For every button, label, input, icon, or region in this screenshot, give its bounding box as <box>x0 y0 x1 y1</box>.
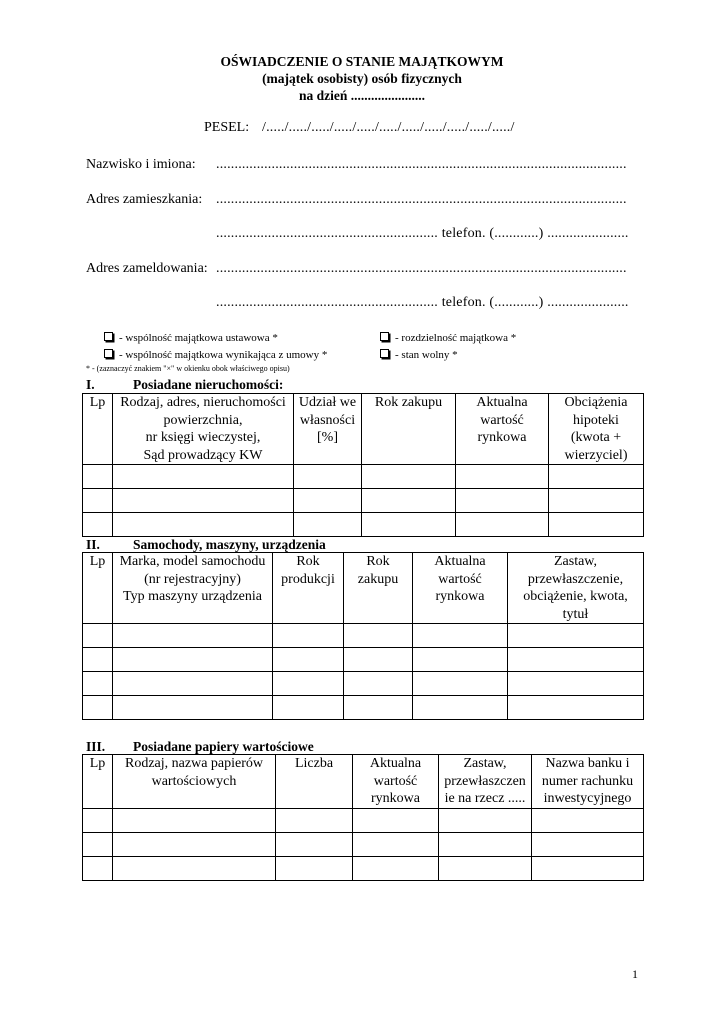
document-title: OŚWIADCZENIE O STANIE MAJĄTKOWYM <box>220 54 504 69</box>
header-market-value: Aktualna wartość rynkowa <box>353 755 439 809</box>
header-production-year: Rok produkcji <box>273 553 344 624</box>
table-cell[interactable] <box>362 465 456 489</box>
table-cell[interactable] <box>113 808 276 832</box>
table-cell[interactable] <box>344 648 413 672</box>
securities-table <box>82 754 644 881</box>
table-cell[interactable] <box>508 648 644 672</box>
table-cell[interactable] <box>439 808 532 832</box>
table-cell[interactable] <box>532 832 644 856</box>
checkbox-statutory[interactable] <box>104 332 278 344</box>
table-cell[interactable] <box>353 832 439 856</box>
table-cell[interactable] <box>83 648 113 672</box>
table-cell[interactable] <box>413 672 508 696</box>
section-1-title: Posiadane nieruchomości: <box>133 377 284 392</box>
table-cell[interactable] <box>532 808 644 832</box>
table-cell[interactable] <box>113 832 276 856</box>
header-purchase-year: Rok zakupu <box>362 394 456 465</box>
header-vehicle-make: Marka, model samochodu (nr rejestracyjny) Typ maszyny urządzenia <box>113 553 273 624</box>
table-cell[interactable] <box>276 808 353 832</box>
table-cell[interactable] <box>273 648 344 672</box>
table-row <box>83 672 644 696</box>
table-cell[interactable] <box>273 696 344 720</box>
checkbox-separate[interactable] <box>380 332 516 344</box>
registered-phone-field[interactable]: ............................................................ telefon. (............) ...................... <box>216 295 629 310</box>
header-security-type: Rodzaj, nazwa papierów wartościowych <box>113 755 276 809</box>
table-cell[interactable] <box>113 648 273 672</box>
checkbox-contractual-label: - wspólność majątkowa wynikająca z umowy * <box>119 349 328 361</box>
checkbox-separate-label: - rozdzielność majątkowa * <box>395 332 517 344</box>
table-cell[interactable] <box>83 465 113 489</box>
table-cell[interactable] <box>532 856 644 880</box>
name-field[interactable]: ............................................................................................................... <box>216 157 627 172</box>
table-row <box>83 624 644 648</box>
header-lp: Lp <box>83 755 113 809</box>
table-cell[interactable] <box>294 489 362 513</box>
table-row <box>83 808 644 832</box>
section-2-title: Samochody, maszyny, urządzenia <box>133 537 326 552</box>
table-cell[interactable] <box>83 513 113 537</box>
table-cell[interactable] <box>83 832 113 856</box>
table-cell[interactable] <box>439 856 532 880</box>
table-cell[interactable] <box>549 513 644 537</box>
header-lien: Zastaw, przewłaszczenie, obciążenie, kwota, tytuł <box>508 553 644 624</box>
table-cell[interactable] <box>83 489 113 513</box>
pesel-label: PESEL: <box>204 120 250 135</box>
header-purchase-year: Rok zakupu <box>344 553 413 624</box>
header-mortgage: Obciążenia hipoteki (kwota + wierzyciel) <box>549 394 644 465</box>
vehicles-table <box>82 552 644 720</box>
table-cell[interactable] <box>113 672 273 696</box>
checkbox-single-label: - stan wolny * <box>395 349 458 361</box>
table-cell[interactable] <box>353 856 439 880</box>
checkbox-icon[interactable] <box>104 332 113 341</box>
header-lp: Lp <box>83 394 113 465</box>
header-property-type: Rodzaj, adres, nieruchomości powierzchnia, nr księgi wieczystej, Sąd prowadzący KW <box>113 394 294 465</box>
header-market-value: Aktualna wartość rynkowa <box>413 553 508 624</box>
table-cell[interactable] <box>456 513 549 537</box>
header-bank-account: Nazwa banku i numer rachunku inwestycyjnego <box>532 755 644 809</box>
table-row <box>83 513 644 537</box>
table-cell[interactable] <box>294 513 362 537</box>
table-cell[interactable] <box>413 648 508 672</box>
table-cell[interactable] <box>113 513 294 537</box>
table-row <box>83 832 644 856</box>
table-cell[interactable] <box>276 832 353 856</box>
header-lp: Lp <box>83 553 113 624</box>
section-3-numeral: III. <box>86 739 106 754</box>
table-cell[interactable] <box>456 465 549 489</box>
table-header-row <box>83 553 644 624</box>
table-cell[interactable] <box>273 672 344 696</box>
table-cell[interactable] <box>113 489 294 513</box>
registered-address-field[interactable]: ............................................................................................................... <box>216 261 627 276</box>
table-cell[interactable] <box>113 856 276 880</box>
table-cell[interactable] <box>83 624 113 648</box>
section-1-heading <box>86 377 283 393</box>
section-3-heading <box>86 739 314 755</box>
table-row <box>83 465 644 489</box>
checkbox-statutory-label: - wspólność majątkowa ustawowa * <box>119 332 278 344</box>
address-label: Adres zamieszkania: <box>86 192 203 207</box>
section-3-title: Posiadane papiery wartościowe <box>133 739 314 754</box>
header-market-value: Aktualna wartość rynkowa <box>456 394 549 465</box>
address-phone-field[interactable]: ............................................................ telefon. (............) ...................... <box>216 226 629 241</box>
table-cell[interactable] <box>273 624 344 648</box>
table-cell[interactable] <box>276 856 353 880</box>
page-number: 1 <box>632 967 638 981</box>
table-cell[interactable] <box>508 624 644 648</box>
table-cell[interactable] <box>83 856 113 880</box>
name-label: Nazwisko i imiona: <box>86 157 196 172</box>
checkbox-note: * - (zaznaczyć znakiem "×" w okienku obok właściwego opisu) <box>86 364 290 373</box>
table-row <box>83 648 644 672</box>
checkbox-single[interactable] <box>380 349 458 361</box>
table-cell[interactable] <box>83 808 113 832</box>
table-header-row <box>83 394 644 465</box>
checkbox-icon[interactable] <box>380 349 389 358</box>
checkbox-icon[interactable] <box>104 349 113 358</box>
table-cell[interactable] <box>113 696 273 720</box>
header-pledge: Zastaw, przewłaszczen ie na rzecz ..... <box>439 755 532 809</box>
table-row <box>83 489 644 513</box>
table-cell[interactable] <box>344 696 413 720</box>
registered-address-label: Adres zameldowania: <box>86 261 208 276</box>
table-cell[interactable] <box>83 696 113 720</box>
table-cell[interactable] <box>344 672 413 696</box>
header-quantity: Liczba <box>276 755 353 809</box>
table-cell[interactable] <box>439 832 532 856</box>
header-ownership-share: Udział we własności [%] <box>294 394 362 465</box>
table-cell[interactable] <box>456 489 549 513</box>
table-cell[interactable] <box>353 808 439 832</box>
table-cell[interactable] <box>294 465 362 489</box>
section-2-numeral: II. <box>86 537 100 552</box>
section-1-numeral: I. <box>86 377 95 392</box>
table-cell[interactable] <box>113 465 294 489</box>
table-cell[interactable] <box>413 696 508 720</box>
date-line: na dzień ...................... <box>298 88 425 103</box>
checkbox-contractual[interactable] <box>104 349 327 361</box>
table-cell[interactable] <box>549 489 644 513</box>
checkbox-icon[interactable] <box>380 332 389 341</box>
table-cell[interactable] <box>508 696 644 720</box>
table-header-row <box>83 755 644 809</box>
real-estate-table <box>82 393 644 537</box>
table-cell[interactable] <box>413 624 508 648</box>
document-subtitle: (majątek osobisty) osób fizycznych <box>262 71 462 86</box>
table-cell[interactable] <box>549 465 644 489</box>
table-cell[interactable] <box>508 672 644 696</box>
address-field[interactable]: ............................................................................................................... <box>216 192 627 207</box>
table-cell[interactable] <box>83 672 113 696</box>
table-cell[interactable] <box>344 624 413 648</box>
table-cell[interactable] <box>362 489 456 513</box>
section-2-heading <box>86 537 326 553</box>
table-cell[interactable] <box>113 624 273 648</box>
table-row <box>83 856 644 880</box>
table-row <box>83 696 644 720</box>
table-cell[interactable] <box>362 513 456 537</box>
pesel-field[interactable]: /...../...../...../...../...../...../...../...../...../...../...../ <box>262 120 515 135</box>
